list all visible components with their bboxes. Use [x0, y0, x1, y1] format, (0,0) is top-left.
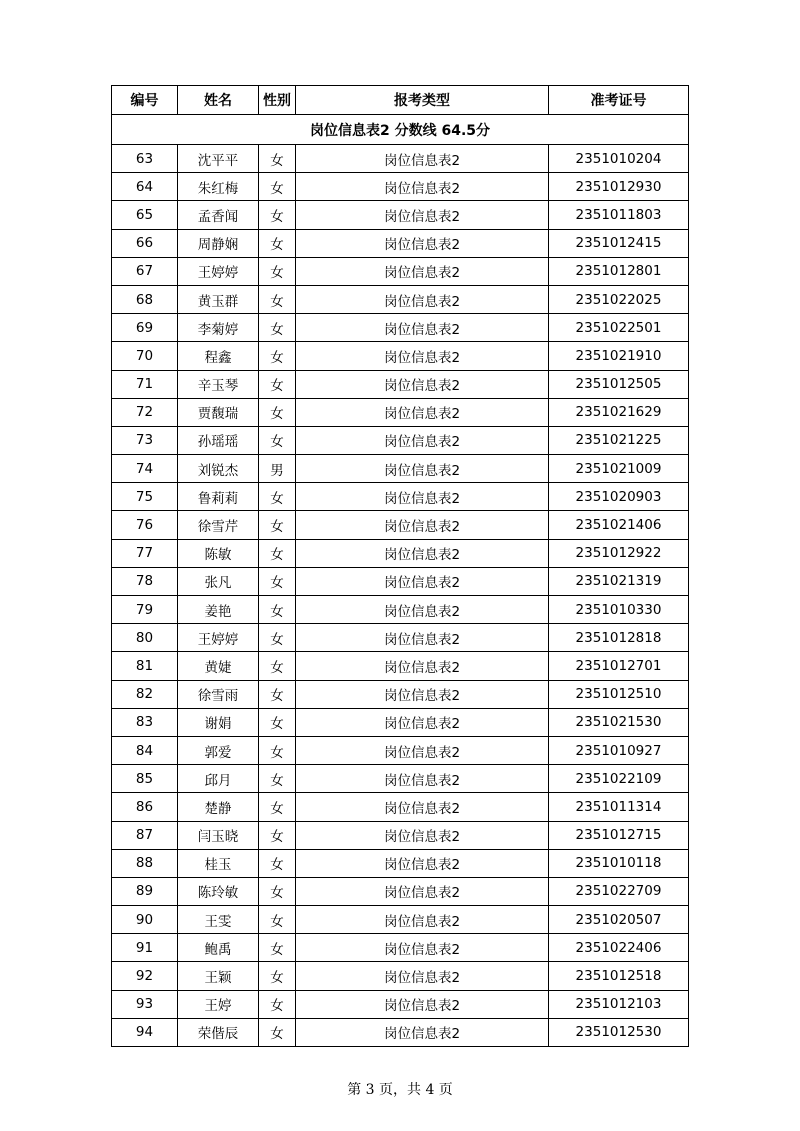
cell-name: 黄婕 [178, 652, 259, 680]
cell-gender: 女 [259, 821, 296, 849]
cell-name: 王雯 [178, 906, 259, 934]
cell-exam-type: 岗位信息表2 [296, 257, 549, 285]
cell-gender: 女 [259, 314, 296, 342]
cell-ticket-number: 2351011803 [549, 201, 689, 229]
cell-exam-type: 岗位信息表2 [296, 455, 549, 483]
cell-gender: 女 [259, 877, 296, 905]
cell-name: 郭爱 [178, 736, 259, 764]
table-row [112, 370, 689, 398]
cell-ticket-number: 2351012715 [549, 821, 689, 849]
cell-exam-type: 岗位信息表2 [296, 201, 549, 229]
cell-ticket-number: 2351021629 [549, 398, 689, 426]
cell-id: 65 [112, 201, 178, 229]
cell-gender: 女 [259, 511, 296, 539]
cell-gender: 女 [259, 426, 296, 454]
cell-ticket-number: 2351010330 [549, 596, 689, 624]
cell-id: 81 [112, 652, 178, 680]
cell-name: 姜艳 [178, 596, 259, 624]
cell-name: 鲁莉莉 [178, 483, 259, 511]
cell-exam-type: 岗位信息表2 [296, 906, 549, 934]
cell-ticket-number: 2351022709 [549, 877, 689, 905]
cell-exam-type: 岗位信息表2 [296, 511, 549, 539]
cell-gender: 女 [259, 906, 296, 934]
cell-exam-type: 岗位信息表2 [296, 426, 549, 454]
cell-gender: 女 [259, 483, 296, 511]
cell-gender: 女 [259, 257, 296, 285]
table-row [112, 708, 689, 736]
cell-exam-type: 岗位信息表2 [296, 849, 549, 877]
cell-ticket-number: 2351021225 [549, 426, 689, 454]
cell-name: 周静娴 [178, 229, 259, 257]
cell-id: 80 [112, 624, 178, 652]
header-gender: 性别 [259, 86, 296, 115]
cell-ticket-number: 2351012103 [549, 990, 689, 1018]
section-title: 岗位信息表2 分数线 64.5分 [112, 115, 689, 145]
table-header-row [112, 86, 689, 115]
cell-gender: 女 [259, 370, 296, 398]
cell-exam-type: 岗位信息表2 [296, 483, 549, 511]
table-row [112, 680, 689, 708]
table-row [112, 934, 689, 962]
page-footer: 第 3 页，共 4 页 [347, 1082, 453, 1098]
cell-gender: 女 [259, 934, 296, 962]
cell-id: 83 [112, 708, 178, 736]
header-ticket-number: 准考证号 [549, 86, 689, 115]
table-row [112, 257, 689, 285]
cell-ticket-number: 2351020507 [549, 906, 689, 934]
cell-ticket-number: 2351010927 [549, 736, 689, 764]
cell-ticket-number: 2351021910 [549, 342, 689, 370]
cell-id: 93 [112, 990, 178, 1018]
cell-ticket-number: 2351022109 [549, 765, 689, 793]
table-row [112, 906, 689, 934]
cell-id: 78 [112, 567, 178, 595]
cell-gender: 女 [259, 962, 296, 990]
cell-exam-type: 岗位信息表2 [296, 821, 549, 849]
cell-id: 63 [112, 145, 178, 173]
cell-name: 王婷婷 [178, 257, 259, 285]
cell-name: 程鑫 [178, 342, 259, 370]
cell-exam-type: 岗位信息表2 [296, 877, 549, 905]
table-row [112, 342, 689, 370]
cell-gender: 女 [259, 596, 296, 624]
cell-name: 荣偕辰 [178, 1018, 259, 1046]
cell-gender: 女 [259, 680, 296, 708]
cell-exam-type: 岗位信息表2 [296, 398, 549, 426]
cell-exam-type: 岗位信息表2 [296, 708, 549, 736]
cell-ticket-number: 2351012701 [549, 652, 689, 680]
table-row [112, 539, 689, 567]
cell-name: 王婷婷 [178, 624, 259, 652]
candidate-table [111, 85, 689, 1047]
table-row [112, 1018, 689, 1046]
cell-name: 楚静 [178, 793, 259, 821]
table-row [112, 567, 689, 595]
table-row [112, 849, 689, 877]
cell-exam-type: 岗位信息表2 [296, 145, 549, 173]
cell-gender: 女 [259, 229, 296, 257]
table-row [112, 962, 689, 990]
cell-ticket-number: 2351012518 [549, 962, 689, 990]
table-row [112, 821, 689, 849]
cell-ticket-number: 2351022025 [549, 285, 689, 313]
cell-ticket-number: 2351021406 [549, 511, 689, 539]
cell-exam-type: 岗位信息表2 [296, 229, 549, 257]
cell-gender: 女 [259, 285, 296, 313]
cell-ticket-number: 2351012530 [549, 1018, 689, 1046]
cell-exam-type: 岗位信息表2 [296, 596, 549, 624]
cell-exam-type: 岗位信息表2 [296, 962, 549, 990]
table-row [112, 596, 689, 624]
cell-id: 85 [112, 765, 178, 793]
cell-ticket-number: 2351011314 [549, 793, 689, 821]
cell-id: 72 [112, 398, 178, 426]
cell-id: 82 [112, 680, 178, 708]
table-row [112, 455, 689, 483]
cell-gender: 男 [259, 455, 296, 483]
cell-gender: 女 [259, 708, 296, 736]
cell-id: 69 [112, 314, 178, 342]
cell-name: 陈敏 [178, 539, 259, 567]
table-row [112, 426, 689, 454]
table-row [112, 145, 689, 173]
cell-id: 71 [112, 370, 178, 398]
header-exam-type: 报考类型 [296, 86, 549, 115]
cell-exam-type: 岗位信息表2 [296, 793, 549, 821]
cell-ticket-number: 2351012801 [549, 257, 689, 285]
cell-id: 79 [112, 596, 178, 624]
section-row [112, 115, 689, 145]
cell-gender: 女 [259, 736, 296, 764]
table-row [112, 483, 689, 511]
cell-name: 沈平平 [178, 145, 259, 173]
cell-ticket-number: 2351022501 [549, 314, 689, 342]
cell-gender: 女 [259, 201, 296, 229]
cell-name: 贾馥瑞 [178, 398, 259, 426]
cell-name: 桂玉 [178, 849, 259, 877]
header-name: 姓名 [178, 86, 259, 115]
cell-exam-type: 岗位信息表2 [296, 680, 549, 708]
cell-gender: 女 [259, 849, 296, 877]
cell-gender: 女 [259, 539, 296, 567]
cell-name: 王颖 [178, 962, 259, 990]
table-row [112, 285, 689, 313]
header-id: 编号 [112, 86, 178, 115]
cell-id: 68 [112, 285, 178, 313]
table-row [112, 314, 689, 342]
table-row [112, 736, 689, 764]
cell-id: 94 [112, 1018, 178, 1046]
cell-id: 90 [112, 906, 178, 934]
cell-id: 88 [112, 849, 178, 877]
table-row [112, 511, 689, 539]
cell-ticket-number: 2351010204 [549, 145, 689, 173]
cell-id: 84 [112, 736, 178, 764]
cell-id: 74 [112, 455, 178, 483]
table-row [112, 201, 689, 229]
cell-gender: 女 [259, 652, 296, 680]
cell-id: 67 [112, 257, 178, 285]
cell-name: 邱月 [178, 765, 259, 793]
table-row [112, 990, 689, 1018]
cell-ticket-number: 2351010118 [549, 849, 689, 877]
cell-ticket-number: 2351021530 [549, 708, 689, 736]
cell-ticket-number: 2351020903 [549, 483, 689, 511]
cell-id: 73 [112, 426, 178, 454]
cell-gender: 女 [259, 624, 296, 652]
cell-id: 92 [112, 962, 178, 990]
table-row [112, 173, 689, 201]
cell-gender: 女 [259, 793, 296, 821]
cell-id: 87 [112, 821, 178, 849]
cell-name: 刘锐杰 [178, 455, 259, 483]
cell-name: 闫玉晓 [178, 821, 259, 849]
cell-ticket-number: 2351012922 [549, 539, 689, 567]
cell-name: 孟香闻 [178, 201, 259, 229]
cell-id: 76 [112, 511, 178, 539]
cell-exam-type: 岗位信息表2 [296, 1018, 549, 1046]
cell-id: 70 [112, 342, 178, 370]
cell-name: 李菊婷 [178, 314, 259, 342]
cell-ticket-number: 2351012818 [549, 624, 689, 652]
cell-name: 王婷 [178, 990, 259, 1018]
cell-ticket-number: 2351012930 [549, 173, 689, 201]
cell-gender: 女 [259, 173, 296, 201]
cell-gender: 女 [259, 342, 296, 370]
cell-ticket-number: 2351012505 [549, 370, 689, 398]
cell-name: 鲍禹 [178, 934, 259, 962]
cell-exam-type: 岗位信息表2 [296, 736, 549, 764]
cell-gender: 女 [259, 765, 296, 793]
table-row [112, 398, 689, 426]
table-row [112, 793, 689, 821]
cell-name: 张凡 [178, 567, 259, 595]
cell-name: 陈玲敏 [178, 877, 259, 905]
cell-id: 91 [112, 934, 178, 962]
table-row [112, 765, 689, 793]
cell-ticket-number: 2351022406 [549, 934, 689, 962]
cell-exam-type: 岗位信息表2 [296, 765, 549, 793]
cell-ticket-number: 2351012510 [549, 680, 689, 708]
table-row [112, 877, 689, 905]
cell-id: 86 [112, 793, 178, 821]
cell-ticket-number: 2351012415 [549, 229, 689, 257]
cell-name: 黄玉群 [178, 285, 259, 313]
cell-exam-type: 岗位信息表2 [296, 567, 549, 595]
cell-exam-type: 岗位信息表2 [296, 370, 549, 398]
table-row [112, 229, 689, 257]
cell-name: 朱红梅 [178, 173, 259, 201]
cell-ticket-number: 2351021319 [549, 567, 689, 595]
cell-exam-type: 岗位信息表2 [296, 173, 549, 201]
cell-gender: 女 [259, 145, 296, 173]
cell-name: 辛玉琴 [178, 370, 259, 398]
cell-exam-type: 岗位信息表2 [296, 624, 549, 652]
cell-id: 77 [112, 539, 178, 567]
cell-id: 66 [112, 229, 178, 257]
table-row [112, 652, 689, 680]
table-row [112, 624, 689, 652]
cell-gender: 女 [259, 990, 296, 1018]
cell-gender: 女 [259, 398, 296, 426]
cell-name: 谢娟 [178, 708, 259, 736]
cell-exam-type: 岗位信息表2 [296, 342, 549, 370]
cell-exam-type: 岗位信息表2 [296, 990, 549, 1018]
cell-name: 徐雪芹 [178, 511, 259, 539]
cell-id: 75 [112, 483, 178, 511]
cell-name: 孙瑶瑶 [178, 426, 259, 454]
cell-name: 徐雪雨 [178, 680, 259, 708]
cell-id: 64 [112, 173, 178, 201]
cell-exam-type: 岗位信息表2 [296, 652, 549, 680]
cell-exam-type: 岗位信息表2 [296, 539, 549, 567]
cell-exam-type: 岗位信息表2 [296, 285, 549, 313]
cell-exam-type: 岗位信息表2 [296, 314, 549, 342]
cell-gender: 女 [259, 567, 296, 595]
cell-exam-type: 岗位信息表2 [296, 934, 549, 962]
cell-ticket-number: 2351021009 [549, 455, 689, 483]
cell-id: 89 [112, 877, 178, 905]
cell-gender: 女 [259, 1018, 296, 1046]
